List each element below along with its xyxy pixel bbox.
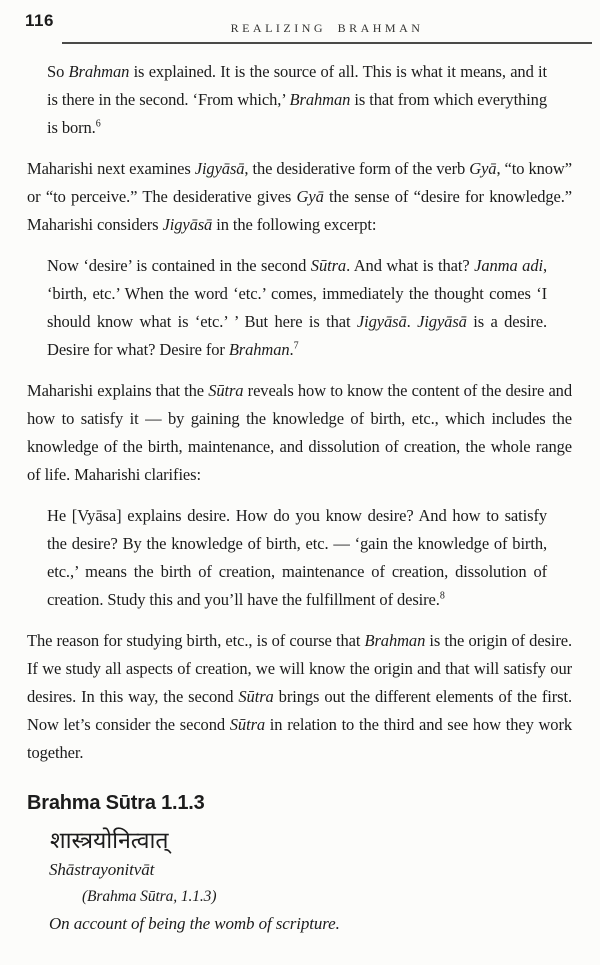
text-run: in relation to the third and see how they work together. [27, 715, 573, 762]
text-run: is a desire. Desire for what? Desire for [47, 312, 547, 359]
text-run: , the desiderative form of the verb [244, 159, 470, 178]
header-rule [62, 0, 592, 44]
italic-term: Gyā [469, 159, 497, 178]
italic-term: Brahman [228, 340, 290, 359]
text-run: reveals how to know the content of the desire and how to satisfy it — by gaining the knowledge of birth, etc., which includes the knowledge of the birth, maintenance, and dissolution of creation, the whole range of life. Maharishi clarifies: [27, 381, 572, 484]
italic-term: Brahman [68, 62, 130, 81]
citation-text: (Brahma Sūtra, 1.1.3) [82, 888, 217, 905]
italic-term: Jigyāsā [356, 312, 407, 331]
text-run: Now ‘desire’ is contained in the second [47, 256, 311, 275]
text-run: the sense of “desire for knowledge.” Maharishi considers [27, 187, 572, 234]
italic-term: Jigyāsā [417, 312, 467, 331]
italic-term: Brahman [289, 90, 351, 109]
italic-term: Jigyāsā [162, 215, 213, 234]
text-run: The reason for studying birth, etc., is of course that [27, 631, 365, 650]
block-quote [47, 58, 547, 142]
text-run: is that from which everything is born. [47, 90, 547, 137]
text-run: is explained. It is the source of all. This is what it means, and it is there in the second. ‘From which,’ [47, 62, 547, 109]
page-header [0, 0, 600, 40]
text-run: , “to know” or “to perceive.” The desiderative gives [27, 159, 572, 206]
text-run: in the following excerpt: [212, 215, 377, 234]
running-head: REALIZING BRAHMAN [230, 21, 424, 35]
page-number: 116 [25, 11, 54, 30]
text-run: So [47, 62, 69, 81]
italic-term: Gyā [296, 187, 324, 206]
devanagari-text: शास्त्रयोनित्वात् [50, 828, 169, 853]
text-run: . And what is that? [346, 256, 475, 275]
block-quote [47, 252, 547, 364]
text-run: He [Vyāsa] explains desire. How do you know desire? And how to satisfy the desire? By the knowledge of birth, etc. — ‘gain the knowledge of birth, etc.,’ means the birth of creation, maintenance of creation, dissolution of creation. Study this and you’ll have the fulfillment of desire. [47, 506, 547, 609]
text-run: . [406, 312, 418, 331]
italic-term: Brahman [364, 631, 426, 650]
italic-term: Sūtra [208, 381, 244, 400]
translation-text: On account of being the womb of scripture. [49, 914, 340, 933]
italic-term: Jigyāsā [194, 159, 245, 178]
text-run: is the origin of desire. If we study all aspects of creation, we will know the origin and that will satisfy our desires. In this way, the second [27, 631, 572, 706]
text-run: . [289, 340, 294, 359]
body-paragraph [27, 155, 572, 239]
text-run: brings out the different elements of the first. Now let’s consider the second [27, 687, 572, 734]
block-quote [47, 502, 547, 614]
section-heading: Brahma Sūtra 1.1.3 [27, 792, 205, 814]
text-run: , ‘birth, etc.’ When the word ‘etc.’ comes, immediately the thought comes ‘I should know what is ‘etc.’ ’ But here is that [47, 256, 547, 331]
sutra-section [27, 789, 572, 937]
body-paragraph [27, 377, 572, 489]
italic-term: Sūtra [238, 687, 274, 706]
footnote-ref: 6 [95, 118, 101, 130]
transliteration-text: Shāstrayonitvāt [49, 860, 155, 879]
footnote-ref: 7 [293, 340, 299, 352]
footnote-ref: 8 [439, 590, 445, 602]
italic-term: Sūtra [229, 715, 266, 734]
text-run: Maharishi explains that the [27, 381, 209, 400]
text-run: Maharishi next examines [27, 159, 195, 178]
body-paragraph [27, 627, 572, 767]
italic-term: Janma adi [474, 256, 543, 275]
italic-term: Sūtra [310, 256, 347, 275]
page-body [27, 40, 572, 937]
